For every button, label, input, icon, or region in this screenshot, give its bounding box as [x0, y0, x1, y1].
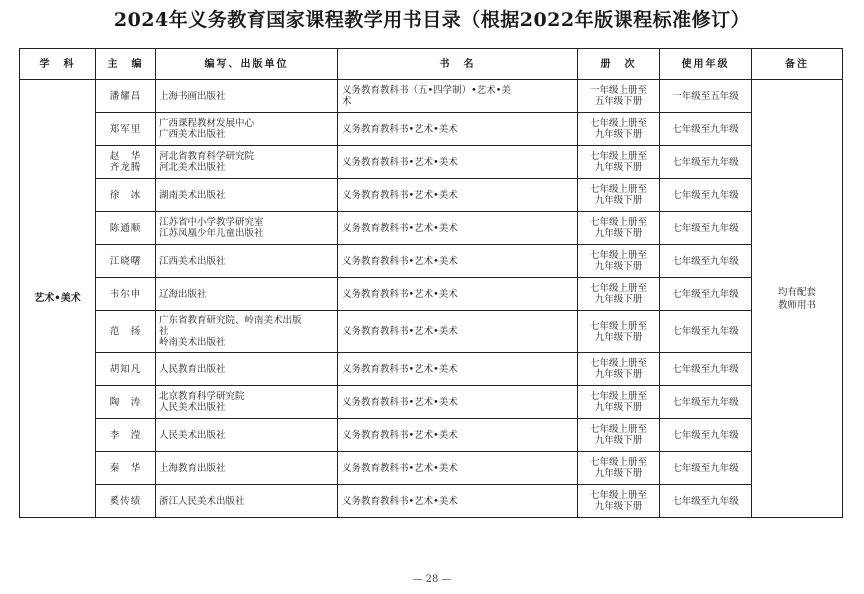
volume-cell — [578, 386, 660, 419]
cell-line: 九年级下册 — [594, 228, 643, 239]
cell-line: 七年级上册至 — [589, 358, 647, 369]
grade-cell: 七年级至九年级 — [660, 485, 752, 518]
table-row — [20, 179, 843, 212]
cell-line: 潘耀昌 — [109, 90, 142, 102]
cell-line: 义务教育教科书•艺术•美术 — [342, 363, 458, 375]
volume-cell — [578, 452, 660, 485]
cell-line: 义务教育教科书•艺术•美术 — [342, 255, 458, 267]
table-row — [20, 80, 843, 113]
publisher-cell — [156, 245, 338, 278]
book-title-cell — [338, 146, 578, 179]
cell-line: 人民美术出版社 — [159, 429, 226, 441]
volume-cell — [578, 179, 660, 212]
cell-line: 义务教育教科书（五•四学制）•艺术•美 — [342, 85, 511, 96]
book-title-cell — [338, 485, 578, 518]
publisher-cell — [156, 212, 338, 245]
cell-line: 义务教育教科书•艺术•美术 — [342, 222, 458, 234]
cell-line: 义务教育教科书•艺术•美术 — [342, 189, 458, 201]
grade-cell: 七年级至九年级 — [660, 278, 752, 311]
book-title-cell — [338, 419, 578, 452]
cell-line: 广东省教育研究院、岭南美术出版 — [159, 315, 302, 326]
book-title-cell — [338, 113, 578, 146]
cell-line: 九年级下册 — [594, 129, 643, 140]
header-subject: 学 科 — [20, 49, 96, 80]
table-row — [20, 311, 843, 353]
editor-cell — [96, 419, 156, 452]
note-cell — [752, 80, 843, 518]
book-title-cell — [338, 386, 578, 419]
cell-line: 辽海出版社 — [159, 288, 207, 300]
grade-cell: 七年级至九年级 — [660, 386, 752, 419]
cell-line: 江晓曙 — [109, 255, 142, 267]
table-row — [20, 386, 843, 419]
editor-cell — [96, 311, 156, 353]
editor-cell — [96, 353, 156, 386]
volume-cell — [578, 419, 660, 452]
cell-line: 七年级上册至 — [589, 457, 647, 468]
cell-line: 义务教育教科书•艺术•美术 — [342, 123, 458, 135]
cell-line: 江苏省中小学教学研究室 — [159, 217, 264, 228]
publisher-cell — [156, 452, 338, 485]
cell-line: 九年级下册 — [594, 402, 643, 413]
grade-cell: 七年级至九年级 — [660, 452, 752, 485]
editor-cell — [96, 146, 156, 179]
table-row — [20, 146, 843, 179]
cell-line: 义务教育教科书•艺术•美术 — [342, 495, 458, 507]
header-grade: 使用年级 — [660, 49, 752, 80]
cell-line: 江西美术出版社 — [159, 255, 226, 267]
volume-cell — [578, 485, 660, 518]
cell-line: 七年级上册至 — [589, 424, 647, 435]
grade-cell: 七年级至九年级 — [660, 419, 752, 452]
cell-line: 郑军里 — [109, 123, 142, 135]
cell-line: 九年级下册 — [594, 195, 643, 206]
cell-line: 李 滢 — [109, 429, 142, 441]
editor-cell — [96, 113, 156, 146]
grade-cell: 七年级至九年级 — [660, 311, 752, 353]
cell-line: 河北美术出版社 — [159, 162, 226, 173]
book-title-cell — [338, 80, 578, 113]
table-body — [20, 80, 843, 518]
publisher-cell — [156, 179, 338, 212]
book-title-cell — [338, 179, 578, 212]
cell-line: 七年级上册至 — [589, 320, 647, 332]
cell-line: 义务教育教科书•艺术•美术 — [342, 326, 458, 337]
cell-line: 九年级下册 — [594, 369, 643, 380]
cell-line: 义务教育教科书•艺术•美术 — [342, 288, 458, 300]
volume-cell — [578, 278, 660, 311]
cell-line: 人民教育出版社 — [159, 363, 226, 375]
publisher-cell — [156, 80, 338, 113]
cell-line: 七年级上册至 — [589, 217, 647, 228]
cell-line: 九年级下册 — [594, 162, 643, 173]
textbook-catalog-table — [19, 48, 843, 518]
header-editor: 主 编 — [96, 49, 156, 80]
cell-line: 义务教育教科书•艺术•美术 — [342, 156, 458, 168]
table-row — [20, 113, 843, 146]
editor-cell — [96, 80, 156, 113]
page-title: 2024年义务教育国家课程教学用书目录（根据2022年版课程标准修订） — [113, 9, 751, 31]
publisher-cell — [156, 311, 338, 353]
cell-line: 五年级下册 — [594, 96, 643, 107]
cell-line: 术 — [342, 96, 352, 107]
book-title-cell — [338, 278, 578, 311]
cell-line: 韦尔申 — [109, 288, 142, 300]
subject-cell: 艺术•美术 — [20, 80, 96, 518]
cell-line: 上海教育出版社 — [159, 462, 226, 474]
book-title-cell — [338, 212, 578, 245]
header-note: 备注 — [752, 49, 843, 80]
volume-cell — [578, 245, 660, 278]
cell-line: 徐 冰 — [109, 189, 142, 201]
publisher-cell — [156, 146, 338, 179]
table-row — [20, 419, 843, 452]
cell-line: 范 扬 — [109, 326, 142, 337]
cell-line: 胡知凡 — [109, 363, 142, 375]
cell-line: 北京教育科学研究院 — [159, 391, 245, 402]
cell-line: 奚传绩 — [109, 495, 142, 507]
publisher-cell — [156, 113, 338, 146]
cell-line: 义务教育教科书•艺术•美术 — [342, 429, 458, 441]
table-row — [20, 353, 843, 386]
table-row — [20, 278, 843, 311]
grade-cell: 七年级至九年级 — [660, 245, 752, 278]
editor-cell — [96, 278, 156, 311]
cell-line: 广西美术出版社 — [159, 129, 226, 140]
editor-cell — [96, 245, 156, 278]
cell-line: 九年级下册 — [594, 294, 643, 305]
volume-cell — [578, 212, 660, 245]
publisher-cell — [156, 278, 338, 311]
cell-line: 七年级上册至 — [589, 151, 647, 162]
header-volume: 册 次 — [578, 49, 660, 80]
cell-line: 七年级上册至 — [589, 490, 647, 501]
grade-cell: 七年级至九年级 — [660, 179, 752, 212]
grade-cell: 七年级至九年级 — [660, 353, 752, 386]
table-row — [20, 212, 843, 245]
table-row — [20, 452, 843, 485]
grade-cell: 七年级至九年级 — [660, 146, 752, 179]
book-title-cell — [338, 311, 578, 353]
header-publisher: 编写、出版单位 — [156, 49, 338, 80]
cell-line: 浙江人民美术出版社 — [159, 495, 245, 507]
table-row — [20, 485, 843, 518]
grade-cell: 七年级至九年级 — [660, 113, 752, 146]
grade-cell: 七年级至九年级 — [660, 212, 752, 245]
cell-line: 九年级下册 — [594, 468, 643, 479]
volume-cell — [578, 80, 660, 113]
cell-line: 人民美术出版社 — [159, 402, 226, 413]
cell-line: 义务教育教科书•艺术•美术 — [342, 462, 458, 474]
cell-line: 七年级上册至 — [589, 250, 647, 261]
publisher-cell — [156, 419, 338, 452]
cell-line: 上海书画出版社 — [159, 90, 226, 102]
book-title-cell — [338, 353, 578, 386]
cell-line: 均有配套 — [777, 286, 816, 298]
cell-line: 江苏凤凰少年儿童出版社 — [159, 228, 264, 239]
header-book-title: 书 名 — [338, 49, 578, 80]
cell-line: 岭南美术出版社 — [159, 337, 226, 348]
page-number: — 28 — — [412, 574, 452, 585]
cell-line: 湖南美术出版社 — [159, 189, 226, 201]
editor-cell — [96, 179, 156, 212]
cell-line: 赵 华 — [109, 151, 142, 162]
volume-cell — [578, 146, 660, 179]
cell-line: 七年级上册至 — [589, 283, 647, 294]
publisher-cell — [156, 353, 338, 386]
volume-cell — [578, 113, 660, 146]
cell-line: 河北省教育科学研究院 — [159, 151, 255, 162]
grade-cell: 一年级至五年级 — [660, 80, 752, 113]
table-row — [20, 245, 843, 278]
editor-cell — [96, 212, 156, 245]
cell-line: 九年级下册 — [594, 435, 643, 446]
cell-line: 九年级下册 — [594, 501, 643, 512]
cell-line: 九年级下册 — [594, 331, 643, 343]
table-header-row — [20, 49, 843, 80]
cell-line: 教师用书 — [777, 299, 816, 311]
editor-cell — [96, 485, 156, 518]
cell-line: 齐龙腾 — [109, 162, 142, 173]
cell-line: 陈通顺 — [109, 222, 142, 234]
editor-cell — [96, 452, 156, 485]
book-title-cell — [338, 245, 578, 278]
cell-line: 陶 涛 — [109, 396, 142, 408]
volume-cell — [578, 311, 660, 353]
cell-line: 社 — [159, 326, 169, 337]
book-title-cell — [338, 452, 578, 485]
publisher-cell — [156, 386, 338, 419]
cell-line: 义务教育教科书•艺术•美术 — [342, 396, 458, 408]
cell-line: 一年级上册至 — [589, 85, 647, 96]
cell-line: 秦 华 — [109, 462, 142, 474]
cell-line: 七年级上册至 — [589, 391, 647, 402]
editor-cell — [96, 386, 156, 419]
cell-line: 广西课程教材发展中心 — [159, 118, 255, 129]
publisher-cell — [156, 485, 338, 518]
cell-line: 七年级上册至 — [589, 184, 647, 195]
volume-cell — [578, 353, 660, 386]
cell-line: 九年级下册 — [594, 261, 643, 272]
cell-line: 七年级上册至 — [589, 118, 647, 129]
